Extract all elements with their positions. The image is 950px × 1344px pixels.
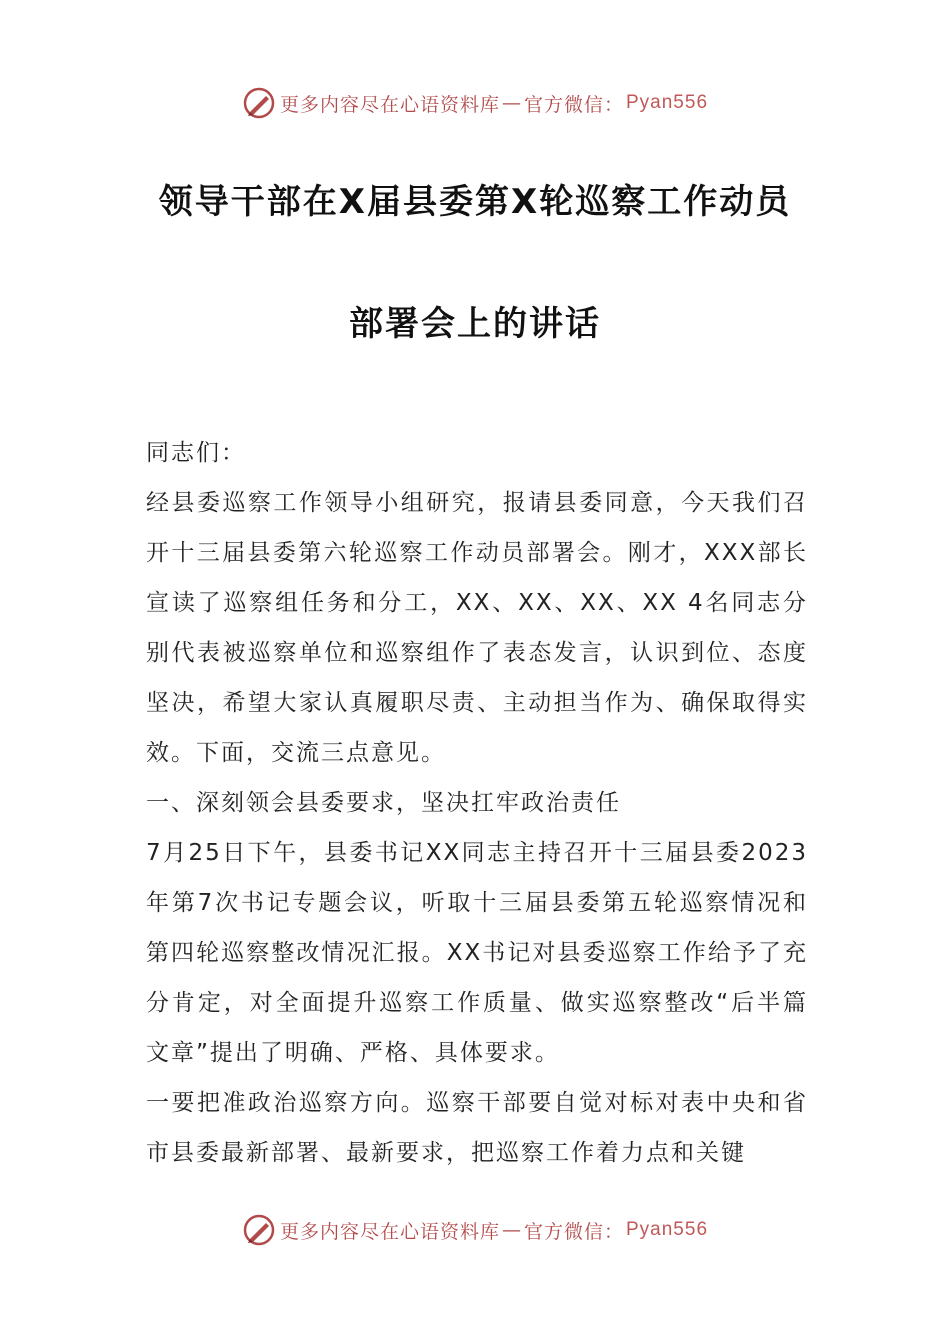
watermark-separator: — [501, 92, 522, 114]
pen-logo-icon [242, 86, 276, 120]
section-heading: 一、深刻领会县委要求，坚决扛牢政治责任 [146, 790, 621, 816]
document-title-line-2: 部署会上的讲话 [349, 304, 601, 344]
watermark-official: 官方微信： [523, 1220, 624, 1243]
watermark-separator: — [501, 1219, 522, 1241]
body-paragraph: 7月25日下午，县委书记XX同志主持召开十三届县委2023年第7次书记专题会议，听取十三届县委第五轮巡察情况和第四轮巡察整改情况汇报。XX书记对县委巡察工作给予了充分肯定，对全面提升巡察工作质量、做实巡察整改“后半篇文章”提出了明确、严格、具体要求。 [146, 840, 808, 1066]
watermark-banner-bottom [0, 1210, 950, 1250]
watermark-account: Pyan556 [626, 1219, 709, 1240]
watermark-banner-top [0, 83, 950, 123]
salutation: 同志们： [146, 440, 246, 466]
pen-logo-icon [242, 1213, 276, 1247]
watermark-text: 更多内容尽在心语资料库 [279, 1220, 500, 1243]
document-title-line-1: 领导干部在X届县委第X轮巡察工作动员 [158, 182, 792, 222]
document-body [146, 428, 808, 1178]
watermark-official: 官方微信： [523, 93, 624, 116]
watermark-text: 更多内容尽在心语资料库 [279, 93, 500, 116]
body-paragraph: 一要把准政治巡察方向。巡察干部要自觉对标对表中央和省市县委最新部署、最新要求，把巡察工作着力点和关键 [146, 1090, 808, 1166]
body-paragraph: 经县委巡察工作领导小组研究，报请县委同意，今天我们召开十三届县委第六轮巡察工作动员部署会。刚才，XXX部长宣读了巡察组任务和分工，XX、XX、XX、XX 4名同志分别代表被巡察单位和巡察组作了表态发言，认识到位、态度坚决，希望大家认真履职尽责、主动担当作为、确保取得实效。下面，交流三点意见。 [146, 490, 808, 766]
watermark-account: Pyan556 [626, 92, 709, 113]
